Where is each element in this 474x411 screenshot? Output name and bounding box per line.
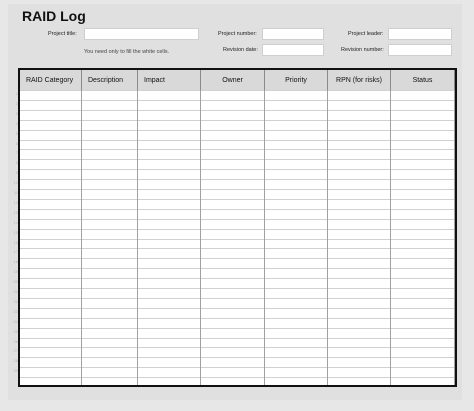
row-number: 10	[13, 180, 18, 186]
page-title: RAID Log	[22, 8, 86, 24]
row-number: 21	[13, 289, 18, 294]
project-title-label: Project title:	[48, 31, 77, 37]
row-number: 9	[15, 170, 18, 176]
row-number: 5	[15, 130, 18, 136]
row-number: 17	[13, 249, 18, 255]
col-rpn-header: RPN (for risks)	[328, 70, 391, 90]
col-owner-header: Owner	[201, 70, 265, 90]
row-number: 22	[13, 298, 18, 304]
col-owner-cells[interactable]	[201, 90, 265, 385]
row-number: 14	[13, 219, 18, 225]
row-number: 16	[13, 239, 18, 245]
row-number: 15	[13, 229, 18, 235]
project-leader-label: Project leader:	[348, 31, 384, 37]
revision-date-field[interactable]	[262, 44, 324, 56]
col-priority-cells[interactable]	[265, 90, 328, 385]
project-number-field[interactable]	[262, 28, 324, 40]
col-impact-cells[interactable]	[138, 90, 201, 385]
revision-number-label: Revision number:	[341, 47, 384, 53]
row-number: 1	[15, 91, 18, 96]
col-description-cells[interactable]	[82, 90, 138, 385]
row-number: 23	[13, 308, 18, 314]
revision-date-label: Revision date:	[223, 47, 258, 53]
col-status-header: Status	[391, 70, 455, 90]
row-number: 24	[13, 318, 18, 324]
col-impact-header: Impact	[138, 70, 201, 90]
row-number: 13	[13, 209, 18, 215]
row-number: 19	[13, 269, 18, 275]
row-number: 4	[15, 120, 18, 126]
row-number: 12	[13, 199, 18, 205]
col-description-header: Description	[82, 70, 138, 90]
project-leader-field[interactable]	[388, 28, 452, 40]
row-number: 7	[15, 150, 18, 156]
row-number: 11	[13, 190, 18, 195]
project-number-label: Project number:	[218, 31, 257, 37]
col-priority-header: Priority	[265, 70, 328, 90]
row-number: 2	[15, 100, 18, 106]
row-number: 26	[13, 338, 18, 344]
row-number: 8	[15, 160, 18, 166]
row-number: 27	[13, 348, 18, 354]
col-status-cells[interactable]	[391, 90, 455, 385]
col-raid-category-cells[interactable]	[20, 90, 82, 385]
row-number: 25	[13, 328, 18, 334]
col-rpn-cells[interactable]	[328, 90, 391, 385]
project-title-field[interactable]	[84, 28, 199, 40]
row-number: 18	[13, 259, 18, 265]
instruction-text: You need only to fill the white cells.	[84, 49, 170, 55]
revision-number-field[interactable]	[388, 44, 452, 56]
row-number: 6	[15, 140, 18, 146]
col-raid-category-header: RAID Category	[20, 70, 82, 90]
row-number: 28	[13, 358, 18, 364]
row-number: 20	[13, 279, 18, 285]
row-number: 3	[15, 110, 18, 116]
raid-table	[18, 68, 457, 387]
row-number: 29	[13, 368, 18, 374]
